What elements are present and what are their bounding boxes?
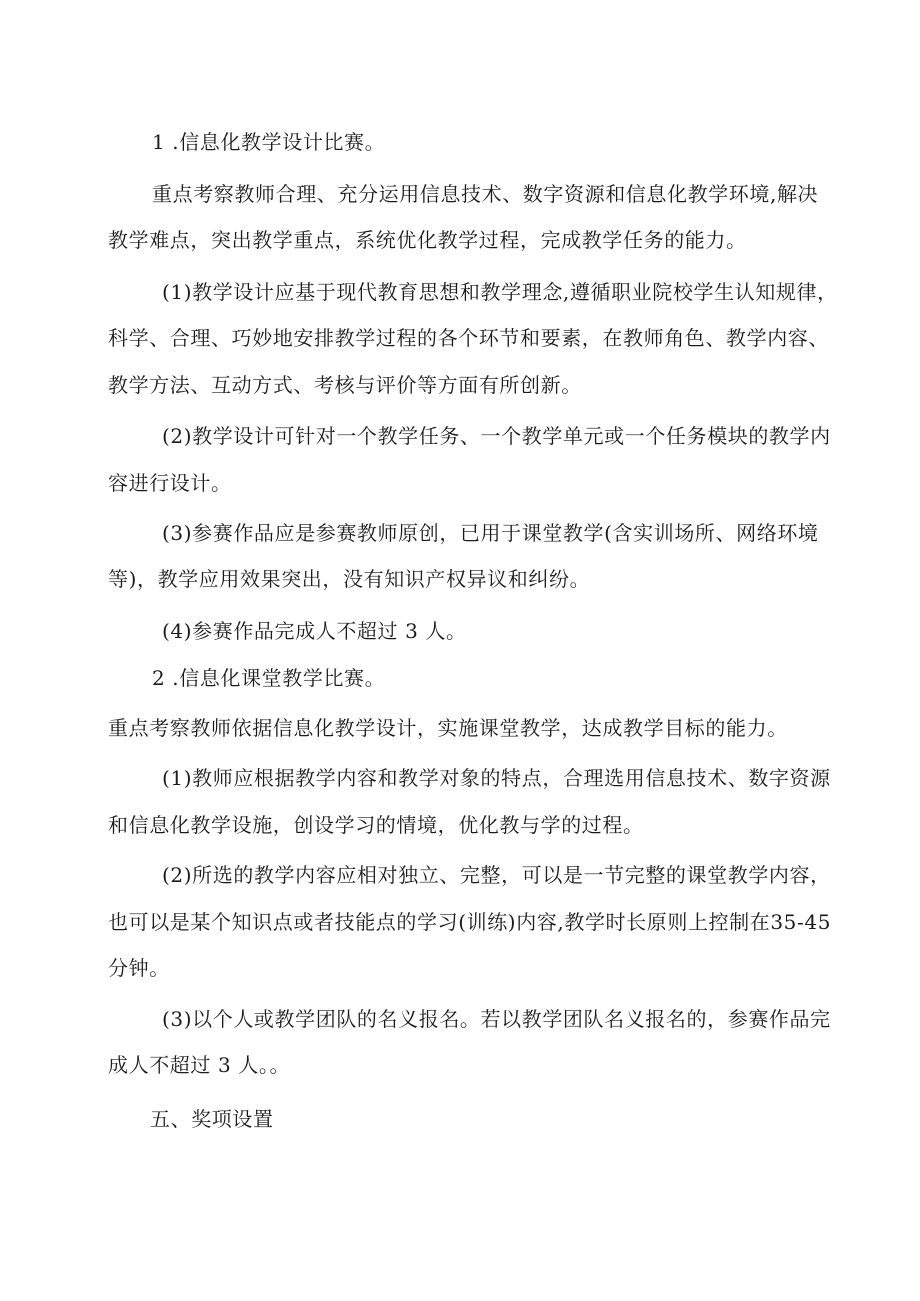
item2-point2-line3: 分钟。 <box>108 956 170 980</box>
item2-point3-line1: (3)以个人或教学团队的名义报名。若以教学团队名义报名的，参赛作品完 <box>162 1007 831 1031</box>
item1-point2-line1: (2)教学设计可针对一个教学任务、一个教学单元或一个任务模块的教学内 <box>162 424 831 448</box>
item2-intro-line1: 重点考察教师依据信息化教学设计，实施课堂教学，达成教学目标的能力。 <box>108 716 788 740</box>
item2-point2-line1: (2)所选的教学内容应相对独立、完整，可以是一节完整的课堂教学内容， <box>162 863 831 887</box>
item1-heading: 1 .信息化教学设计比赛。 <box>152 130 386 154</box>
section5-heading: 五、奖项设置 <box>150 1107 274 1131</box>
item1-point1-line3: 教学方法、互动方式、考核与评价等方面有所创新。 <box>108 373 582 397</box>
item2-point1-line1: (1)教师应根据教学内容和教学对象的特点，合理选用信息技术、数字资源 <box>162 766 831 790</box>
item2-point3-line2: 成人不超过 3 人。。 <box>108 1053 291 1077</box>
item1-point3-line2: 等)，教学应用效果突出，没有知识产权异议和纠纷。 <box>108 567 591 591</box>
item2-point1-line2: 和信息化教学设施，创设学习的情境，优化教与学的过程。 <box>108 813 644 837</box>
item2-point2-line2: 也可以是某个知识点或者技能点的学习(训练)内容,教学时长原则上控制在35-45 <box>108 910 832 934</box>
item1-intro-line1: 重点考察教师合理、充分运用信息技术、数字资源和信息化教学环境,解决 <box>152 182 819 206</box>
item1-point2-line2: 容进行设计。 <box>108 471 232 495</box>
item1-intro-line2: 教学难点，突出教学重点，系统优化教学过程，完成教学任务的能力。 <box>108 228 747 252</box>
item1-point1-line1: (1)教学设计应基于现代教育思想和教学理念,遵循职业院校学生认知规律， <box>162 280 838 304</box>
item1-point1-line2: 科学、合理、巧妙地安排教学过程的各个环节和要素，在教师角色、教学内容、 <box>108 326 829 350</box>
item1-point3-line1: (3)参赛作品应是参赛教师原创，已用于课堂教学(含实训场所、网络环境 <box>162 521 819 545</box>
item1-point4-line1: (4)参赛作品完成人不超过 3 人。 <box>162 619 467 643</box>
item2-heading: 2 .信息化课堂教学比赛。 <box>152 666 386 690</box>
